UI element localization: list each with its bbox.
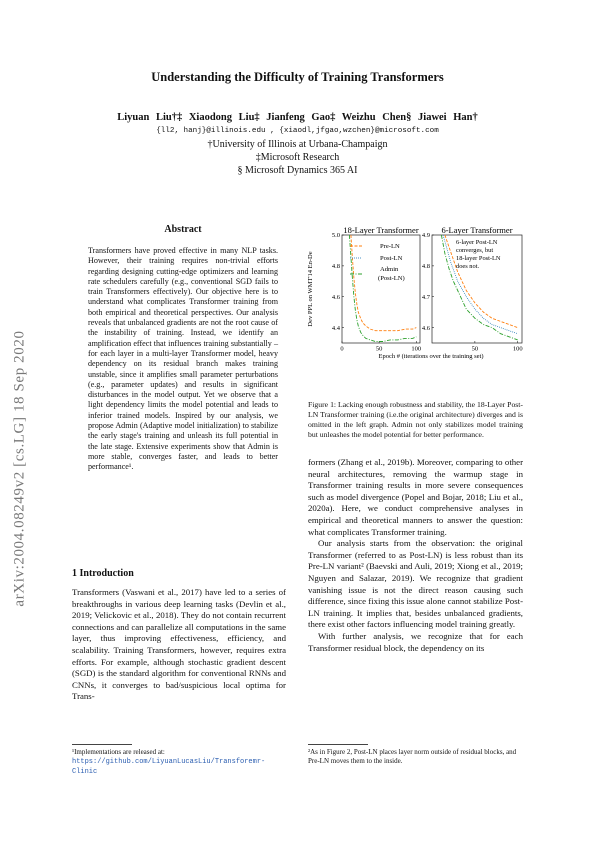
right-plot-annotation <box>456 239 501 270</box>
legend-label-post-ln: Post-LN <box>380 255 403 262</box>
right-plot-title: 6-Layer Transformer <box>441 225 513 235</box>
x-axis-label: Epoch # (iterations over the training set) <box>378 353 484 360</box>
intro-paragraph: Our analysis starts from the observation: the original Transformer (referred to as Post-LN) is less robust than its Pre-LN variant² (Baevski and Auli, 2019; Xiong et al., 2019; Nguyen and Salazar, 2019). We recognize that gradient vanishing issue is not the direct reason causing such difference, since fixing this issue alone cannot stabilize Post-LN training. It implies that, besides unbalanced gradients, there exist other factors influencing model training greatly. <box>308 538 523 630</box>
arxiv-stamp: arXiv:2004.08249v2 [cs.LG] 18 Sep 2020 <box>11 330 28 607</box>
chart-legend <box>350 243 405 282</box>
affiliation-msr: ‡Microsoft Research <box>255 152 340 163</box>
intro-heading: 1 Introduction <box>72 568 134 579</box>
abstract-text: Transformers have proved effective in many NLP tasks. However, their training requires non-trivial efforts regarding designing cutting-edge optimizers and learning rate schedulers carefully (e.g., conventional SGD fails to train Transformers effectively). Our objective here is to understand what complicates Transformer training from both empirical and theoretical perspectives. Our analysis reveals that unbalanced gradients are not the root cause of the instability of training. Instead, we identify an amplification effect that influences training substantially – for each layer in a multi-layer Transformer model, heavy dependency on its residual branch makes training unstable, since it amplifies small parameter perturbations (e.g., parameter updates) and results in significant disturbances in the model output. Yet we observe that a light dependency limits the model potential and leads to inferior trained models. Inspired by our analysis, we propose Admin (Adaptive model initialization) to stabilize the early stage's training and unleash its full potential in the late stage. Extensive experiments show that Admin is more stable, converges faster, and leads to better performance¹. <box>88 246 278 472</box>
abstract-heading: Abstract <box>164 224 202 235</box>
svg-text:18-layer Post-LN: 18-layer Post-LN <box>456 255 501 262</box>
intro-paragraph: With further analysis, we recognize that for each Transformer residual block, the dependency on its <box>308 630 523 653</box>
footnote-1-text: ¹Implementations are released at: <box>72 748 165 756</box>
paper-title: Understanding the Difficulty of Training Transformers <box>151 70 444 84</box>
footnote-rule-right <box>308 744 368 745</box>
legend-label-pre-ln: Pre-LN <box>380 243 400 250</box>
author-emails: {ll2, hanj}@illinois.edu , {xiaodl,jfgao,wzchen}@microsoft.com <box>156 127 439 135</box>
footnote-1-link[interactable]: https://github.com/LiyuanLucasLiu/Transforemr-Clinic <box>72 757 266 776</box>
footnote-1 <box>72 748 288 776</box>
y-tick-label: 4.7 <box>421 293 430 301</box>
y-tick-label: 4.9 <box>421 232 430 240</box>
svg-text:6-layer Post-LN: 6-layer Post-LN <box>456 239 498 246</box>
y-tick-label: 4.8 <box>421 263 430 271</box>
intro-column-left: Transformers (Vaswani et al., 2017) have led to a series of breakthroughs in various deep learning tasks (Devlin et al., 2019; Velickovic et al., 2018). They do not contain recurrent connections and can parallelize all computations in the same layer, thus improving effectiveness, efficiency, and scalability. Training Transformers, however, requires extra efforts. For example, although stochastic gradient descent (SGD) is the standard algorithm for conventional RNNs and CNNs, it converges to bad/suspicious local optima for Trans- <box>72 587 286 702</box>
figure-1-chart <box>306 222 528 362</box>
svg-text:does not.: does not. <box>456 263 480 270</box>
footnote-rule-left <box>72 744 132 745</box>
left-plot-title: 18-Layer Transformer <box>343 225 419 235</box>
y-tick-label: 4.6 <box>331 293 340 301</box>
svg-text:converges, but: converges, but <box>456 247 494 254</box>
y-tick-label: 4.6 <box>421 324 430 332</box>
y-tick-label: 4.8 <box>331 263 340 271</box>
intro-column-right <box>308 457 523 654</box>
y-axis-label: Dev PPL on WMT'14 En-De <box>307 251 314 327</box>
x-tick-label: 50 <box>471 345 479 353</box>
legend-label-admin: Admin <box>380 266 399 273</box>
x-tick-label: 100 <box>411 345 422 353</box>
y-tick-label: 5.0 <box>331 232 340 240</box>
intro-paragraph: formers (Zhang et al., 2019b). Moreover, comparing to other neural architectures, removing the warmup stage in Transformer training results in more severe consequences such as model divergence (Popel and Bojar, 2018; Liu et al., 2020a). Here, we conduct comprehensive analyses in empirical and theoretical manners to answer the question: what complicates Transformer training. <box>308 457 523 537</box>
left-series-lines <box>349 235 416 342</box>
footnote-2: ²As in Figure 2, Post-LN places layer norm outside of residual blocks, and Pre-LN moves them to the inside. <box>308 748 517 765</box>
affiliation-dynamics: § Microsoft Dynamics 365 AI <box>237 165 358 176</box>
x-tick-label: 0 <box>340 345 344 353</box>
legend-label-admin: (Post-LN) <box>378 275 405 282</box>
x-tick-label: 100 <box>512 345 523 353</box>
x-tick-label: 50 <box>375 345 383 353</box>
series-line-admin-post-ln- <box>349 235 416 342</box>
y-tick-label: 4.4 <box>331 324 340 332</box>
author-list: Liyuan Liu†‡ Xiaodong Liu‡ Jianfeng Gao‡ Weizhu Chen§ Jiawei Han† <box>117 112 478 123</box>
affiliation-uiuc: †University of Illinois at Urbana-Champaign <box>207 139 388 150</box>
left-axis-ticks <box>332 232 421 352</box>
figure-1-caption: Figure 1: Lacking enough robustness and stability, the 18-Layer Post-LN Transformer training (i.e.the original architecture) diverges and is omitted in the left graph. Admin not only stabilizes model training but unleashes the model potential for better performance. <box>308 400 523 439</box>
